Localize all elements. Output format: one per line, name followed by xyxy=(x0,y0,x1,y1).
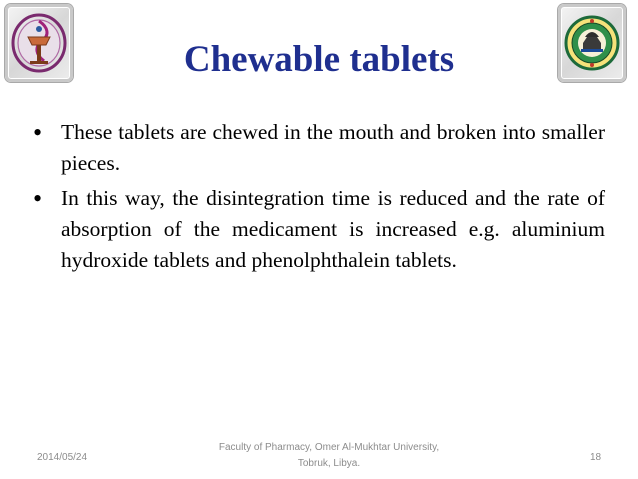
bullet-marker: • xyxy=(33,184,43,213)
page-number: 18 xyxy=(590,452,602,463)
faculty-of-pharmacy-emblem-icon xyxy=(5,4,73,82)
footer-institution xyxy=(210,440,448,472)
bullet-text: These tablets are chewed in the mouth and broken into smaller pieces. xyxy=(61,120,605,175)
university-seal-icon xyxy=(558,4,626,82)
footer-institution-line1: Faculty of Pharmacy, Omer Al-Mukhtar University, xyxy=(218,442,440,453)
bullet-item xyxy=(33,183,605,276)
bullet-text: In this way, the disintegration time is reduced and the rate of absorption of the medicament is increased e.g. aluminium hydroxide tablets and phenolphthalein tablets. xyxy=(61,186,605,272)
slide-title: Chewable tablets xyxy=(183,39,455,80)
bullet-list xyxy=(33,117,605,280)
footer-date: 2014/05/24 xyxy=(37,452,88,463)
footer-institution-line2: Tobruk, Libya. xyxy=(297,458,361,469)
bullet-item xyxy=(33,117,605,179)
bullet-marker: • xyxy=(33,118,43,147)
